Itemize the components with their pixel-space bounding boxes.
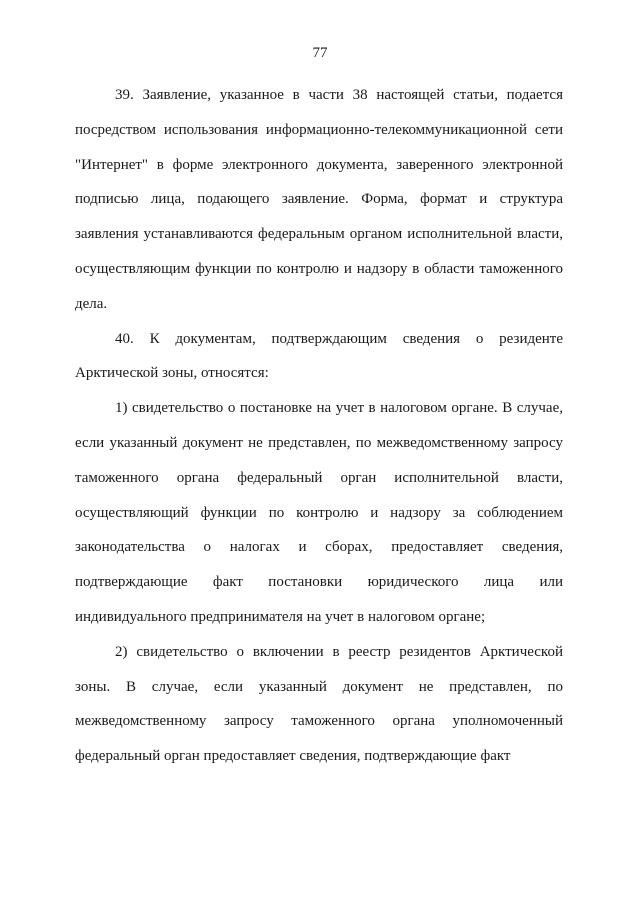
- document-body: [75, 78, 563, 774]
- page-number: 77: [312, 45, 328, 61]
- paragraph-40: 40. К документам, подтверждающим сведения о резиденте Арктической зоны, относятся:: [75, 330, 563, 382]
- paragraph-39: 39. Заявление, указанное в части 38 настоящей статьи, подается посредством использования информационно-телекоммуникационной сети "Интернет" в форме электронного документа, заверенного электронной подписью лица, подающего заявление. Форма, формат и структура заявления устанавливаются федеральным органом исполнительной власти, осуществляющим функции по контролю и надзору в области таможенного дела.: [75, 87, 563, 312]
- list-item-1: 1) свидетельство о постановке на учет в налоговом органе. В случае, если указанный документ не представлен, по межведомственному запросу таможенного органа федеральный орган исполнительной власти, осуществляющий функции по контролю и надзору за соблюдением законодательства о налогах и сборах, предоставляет сведения, подтверждающие факт постановки юридического лица или индивидуального предпринимателя на учет в налоговом органе;: [75, 400, 563, 625]
- list-item-2: 2) свидетельство о включении в реестр резидентов Арктической зоны. В случае, если указанный документ не представлен, по межведомственному запросу таможенного органа уполномоченный федеральный орган предоставляет сведения, подтверждающие факт: [75, 643, 563, 765]
